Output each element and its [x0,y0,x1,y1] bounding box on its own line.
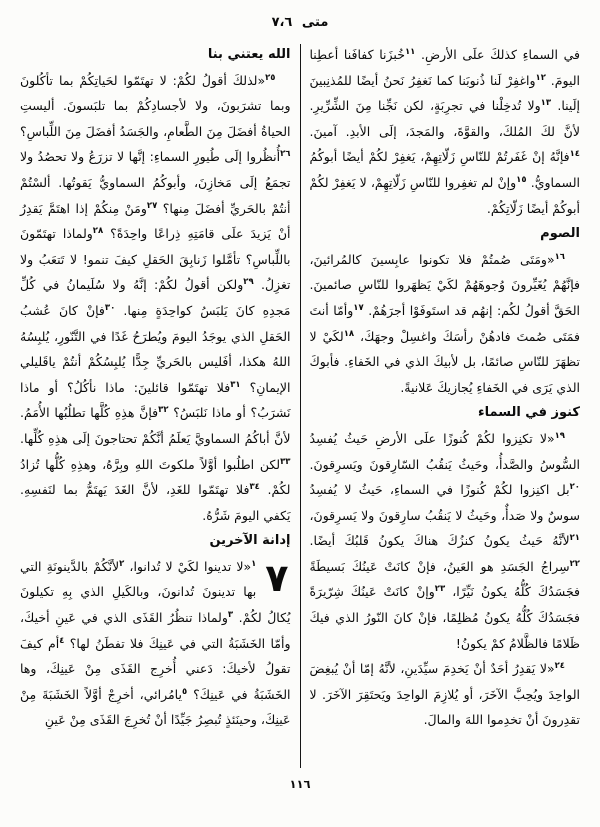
verse-number: ٢٧ [146,200,158,211]
section-heading: الله يعتني بنا [207,47,291,62]
verse-number: ٢٢ [569,558,580,569]
verse-number: ٥ [181,686,188,697]
verse-number: ٢ [119,558,125,569]
verse-number: ٢٣ [434,584,446,595]
verse-number: ٢٥ [265,72,276,83]
running-head-chapter-ref: ٧،٦ [271,15,293,30]
verse-number: ١٩ [554,430,565,441]
column-divider-rule [300,44,301,768]
chapter-number-drop-cap: ٧ [265,555,289,600]
section-heading: كنوز في السماء [477,405,580,421]
verse-number: ٢١ [569,533,580,544]
verse-number: ١٣ [540,98,552,109]
verse-number: ٣٢ [158,405,169,416]
chapter-paragraph: ٧ $^١$«لا تدينوا لكَيْ لا تُدانوا، $^٢$لأنَّكُمْ بالدَّينونَةِ التي بها تدينونَ تُدانونَ، وبالكَيلِ الذي بِهِ تكيلونَ يُكالُ لكُمْ. $^٣$ولماذا تنظُرُ القَذَى الذي في عَينِ أخيكَ، وأمّا الخَشَبَةُ التي في عَينِكَ فلا تفطَنُ لها؟ $^٤$أم كيفَ تقولُ لأخيكَ: دَعني أُخرِج القَذَى مِنْ عَينِكَ، وها الخَشَبَةُ في عَينِكَ؟ $^٥$يامُرائي، أخرِجْ أوَّلاً الخَشَبَةَ مِنْ عَينِكَ، وحينَئذٍ تُبصِرُ جَيِّدًا أنْ تُخرِجَ القَذَى مِنْ عَينِ [20,555,291,728]
column-left [20,42,300,768]
running-head-book: متى [301,15,329,30]
verse-number: ١٦ [554,251,565,262]
verse-number: ١٥ [516,174,527,185]
verse-number: ٢٩ [243,277,254,288]
verse-paragraph: $^{٢٤}$«لا يَقدِرُ أحَدٌ أنْ يَخدِمَ سيِّدَينِ، لأنَّهُ إمّا أنْ يُبغِضَ الواحِدَ ويُحِبَّ الآخَرَ، أو يُلازِمَ الواحِدَ ويَحتَقِرَ الآخَرَ. لا تقدِرونَ أنْ تخدِموا اللهَ والمالَ. [309,661,580,728]
section-heading: الصوم [540,226,580,242]
verse-number: ١٧ [353,302,364,313]
verse-number: ١ [251,558,257,569]
verse-number: ٢٦ [280,149,291,160]
verse-number: ١٨ [343,328,355,339]
verse-paragraph: في السماءِ كذلكَ علَى الأرضِ. $^{١١}$خُبزَنا كفافَنا أعطِنا اليومَ. $^{١٢}$واغفِرْ لَنا ذُنوبَنا كما نَغفِرُ نَحنُ أيضًا للمُذنِبينَ إلَينا. $^{١٣}$ولا تُدخِلْنا في تجرِبَةٍ، لكن نَجِّنا مِنَ الشِّرِّيرِ. لأنَّ لكَ المُلكَ، والقوَّةَ، والمَجدَ، إلَى الأبدِ. آمينَ. $^{١٤}$فإنَّهُ إنْ غَفَرتُمْ للنّاسِ زَلّاتِهِمْ، يَغفِرْ لكُمْ أيضًا أبوكُمُ السماويُّ. $^{١٥}$وإنْ لم تغفِروا للنّاسِ زَلّاتِهِمْ، لا يَغفِرْ لكُمْ أبوكُمْ أيضًا زَلّاتِكُمْ. [309,47,581,216]
verse-number: ١٢ [535,72,546,83]
page-number: ١١٦ [289,777,311,791]
two-column-text-area [0,40,600,768]
verse-number: ٢٠ [569,482,580,493]
verse-number: ٣٣ [280,456,291,467]
verse-paragraph: $^{٢٥}$«لذلكَ أقولُ لكُمْ: لا تهتَمّوا لحَياتِكُمْ بما تأكُلونَ وبما تشرَبونَ، ولا لأجسادِكُمْ بما تلبَسونَ. أليستِ الحياةُ أفضَلَ مِنَ الطَّعامِ، والجَسَدُ أفضَلَ مِنَ اللِّباسِ؟ $^{٢٦}$أُنظُروا إلَى طُيورِ السماءِ: إنَّها لا تزرَعُ ولا تحصُدُ ولا تجمَعُ إلَى مَخازِنَ، وأبوكُمُ السماويُّ يَقوتُها. ألسْتُمْ أنتُمْ بالحَريِّ أفضَلَ مِنها؟ $^{٢٧}$ومَنْ مِنكُمْ إذا اهتَمَّ يَقدِرُ أنْ يَزيدَ علَى قامَتِهِ ذِراعًا واحِدَةً؟ $^{٢٨}$ولماذا تهتَمّونَ باللِّباسِ؟ تأمَّلوا زَنابِقَ الحَقلِ كيفَ تنمو! لا تَتعَبُ ولا تغزِلُ. $^{٢٩}$ولكن أقولُ لكُمْ: إنَّهُ ولا سُلَيمانُ في كُلِّ مَجدِهِ كانَ يَلبَسُ كواحِدَةٍ مِنها. $^{٣٠}$فإنْ كانَ عُشبُ الحَقلِ الذي يوجَدُ اليومَ ويُطرَحُ غَدًا في التَّنّورِ، يُلبِسُهُ اللهُ هكذا، أفَليس بالحَريِّ جِدًّا يُلبِسُكُمْ أنتُمْ ياقَليلي الإيمانِ؟ $^{٣١}$فلا تهتَمّوا قائلينَ: ماذا نأكُلُ؟ أو ماذا نَشرَبُ؟ أو ماذا نَلبَسُ؟ $^{٣٢}$فإنَّ هذِهِ كُلَّها تطلُبُها الأُمَمُ. لأنَّ أباكُمُ السماويَّ يَعلَمُ أنَّكُمْ تحتاجونَ إلَى هذِهِ كُلِّها. $^{٣٣}$لكن اطلُبوا أوَّلاً ملكوتَ اللهِ وبِرَّهُ، وهذِهِ كُلُّها تُزادُ لكُمْ. $^{٣٤}$فلا تهتَمّوا للغَدِ، لأنَّ الغَدَ يَهتَمُّ بما لنَفسِهِ. يَكفي اليومَ شَرُّهُ. [20,72,291,523]
column-right [301,42,581,768]
verse-paragraph: $^{١٩}$«لا تكنِزوا لكُمْ كُنوزًا علَى الأرضِ حَيثُ يُفسِدُ السُّوسُ والصَّدأُ، وحَيثُ يَنقُبُ السّارِقونَ ويَسرِقونَ. $^{٢٠}$بل اكنِزوا لكُمْ كُنوزًا في السماءِ، حَيثُ لا يُفسِدُ سوسٌ ولا صَدأٌ، وحَيثُ لا يَنقُبُ سارِقونَ ولا يَسرِقونَ، $^{٢١}$لأنَّهُ حَيثُ يكونُ كنزُكَ هناكَ يكونُ قَلبُكَ أيضًا. $^{٢٢}$سِراجُ الجَسَدِ هو العَينُ، فإنْ كانَتْ عَينُكَ بَسيطَةً فجَسَدُكَ كُلُّهُ يكونُ نَيِّرًا، $^{٢٣}$وإنْ كانَتْ عَينُكَ شِرّيرَةً فجَسَدُكَ كُلُّهُ يكونُ مُظلِمًا، فإنْ كانَ النّورُ الذي فيكَ ظَلامًا فالظَّلامُ كمْ يكونُ! [309,430,580,651]
section-heading: إدانة الآخرين [209,533,291,549]
verse-number: ٣٠ [104,302,116,313]
verse-number: ٣ [227,610,234,621]
running-head [0,0,600,40]
verse-number: ١٤ [569,149,580,160]
verse-number: ٢٤ [554,661,565,672]
verse-number: ٤ [59,635,65,646]
verse-number: ١١ [404,47,416,57]
verse-number: ٢٨ [92,226,104,237]
verse-paragraph: $^{١٦}$«ومَتَى صُمتُمْ فلا تكونوا عابِسينَ كالمُرائينَ، فإنَّهُمْ يُغَيِّرونَ وُجوهَهُمْ لكَيْ يَظهَروا للنّاسِ صائمينَ. الحَقَّ أقولُ لكُم: إنهُم قد استَوفَوْا أجرَهُمْ. $^{١٧}$وأمّا أنتَ فمَتَى صُمتَ فادهُنْ رأسَكَ واغسِلْ وجهَكَ، $^{١٨}$لكَيْ لا تظهَرَ للنّاسِ صائمًا، بل لأبيكَ الذي في الخَفاءِ. فأبوكَ الذي يَرَى في الخَفاءِ يُجازيكَ عَلانيةً. [309,251,581,395]
verse-number: ٣٤ [249,482,260,493]
verse-number: ٣١ [230,379,241,390]
